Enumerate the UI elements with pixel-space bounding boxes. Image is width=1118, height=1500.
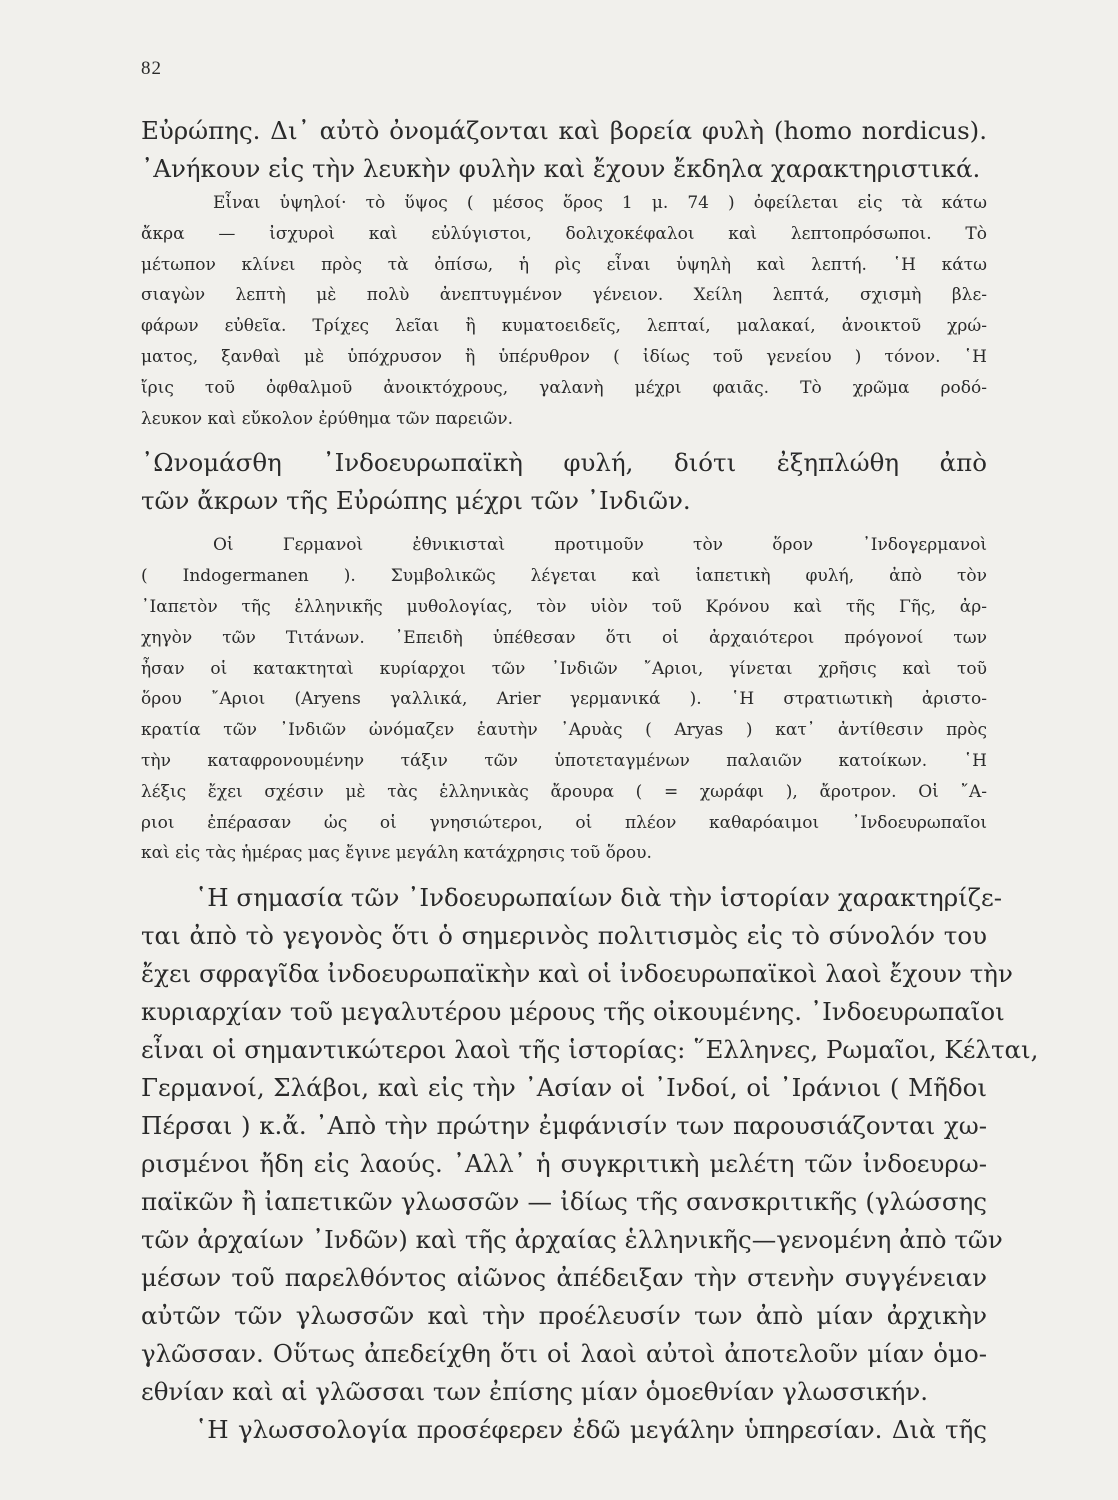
text-line: ματος, ξανθαὶ μὲ ὑπόχρυσον ἢ ὑπέρυθρον ( ἰδίως τοῦ γενείου ) τόνον. ῾Η: [141, 346, 987, 367]
text-line: ( Indogermanen ). Συμβολικῶς λέγεται καὶ ἰαπετικὴ φυλή, ἀπὸ τὸν: [141, 566, 987, 587]
text-line: κυριαρχίαν τοῦ μεγαλυτέρου μέρους τῆς οἰκουμένης. ᾽Ινδοευρωπαῖοι: [141, 997, 1005, 1027]
text-line: τῶν ἄκρων τῆς Εὐρώπης μέχρι τῶν ᾽Ινδιῶν.: [141, 486, 691, 516]
text-line: εθνίαν καὶ αἱ γλῶσσαι των ἐπίσης μίαν ὁμοεθνίαν γλωσσικήν.: [141, 1377, 929, 1407]
text-line: σιαγὼν λεπτὴ μὲ πολὺ ἀνεπτυγμένον γένειον. Χείλη λεπτά, σχισμὴ βλε-: [141, 285, 987, 306]
paragraph-nordic-intro: [141, 112, 987, 188]
text-line: Οἱ Γερμανοὶ ἐθνικισταὶ προτιμοῦν τὸν ὅρον ᾽Ινδογερμανοὶ: [213, 535, 987, 556]
text-line: ἄκρα — ἰσχυροὶ καὶ εὐλύγιστοι, δολιχοκέφαλοι καὶ λεπτοπρόσωποι. Τὸ: [141, 223, 987, 244]
page-body: [141, 112, 1039, 1449]
text-line: ἴρις τοῦ ὀφθαλμοῦ ἀνοικτόχρους, γαλανὴ μέχρι φαιᾶς. Τὸ χρῶμα ροδό-: [141, 377, 987, 398]
text-line: εἶναι οἱ σημαντικώτεροι λαοὶ τῆς ἱστορίας: ῞Ελληνες, Ρωμαῖοι, Κέλται,: [141, 1035, 1039, 1065]
text-line: λέξις ἔχει σχέσιν μὲ τὰς ἑλληνικὰς ἄρουρα ( = χωράφι ), ἄροτρον. Οἱ ῎Α-: [141, 781, 987, 802]
text-line: τῶν ἀρχαίων ᾽Ινδῶν) καὶ τῆς ἀρχαίας ἑλληνικῆς—γενομένη ἀπὸ τῶν: [141, 1225, 1003, 1255]
text-line: ὅρου ῎Αριοι (Aryens γαλλικά, Arier γερμανικά ). ῾Η στρατιωτικὴ ἀριστο-: [141, 689, 987, 710]
text-line: μέτωπον κλίνει πρὸς τὰ ὀπίσω, ἡ ρὶς εἶναι ὑψηλὴ καὶ λεπτή. ῾Η κάτω: [141, 254, 987, 275]
text-line: ᾽Ιαπετὸν τῆς ἑλληνικῆς μυθολογίας, τὸν υἱὸν τοῦ Κρόνου καὶ τῆς Γῆς, ἀρ-: [141, 596, 987, 617]
text-line: ῾Η γλωσσολογία προσέφερεν ἐδῶ μεγάλην ὑπηρεσίαν. Διὰ τῆς: [195, 1415, 987, 1445]
text-line: ῾Η σημασία τῶν ᾽Ινδοευρωπαίων διὰ τὴν ἱστορίαν χαρακτηρίζε-: [195, 883, 1002, 913]
text-line: καὶ εἰς τὰς ἡμέρας μας ἔγινε μεγάλη κατάχρησις τοῦ ὅρου.: [141, 843, 652, 864]
text-line: μέσων τοῦ παρελθόντος αἰῶνος ἀπέδειξαν τὴν στενὴν συγγένειαν: [141, 1263, 987, 1293]
text-line: φάρων εὐθεῖα. Τρίχες λεῖαι ἢ κυματοειδεῖς, λεπταί, μαλακαί, ἀνοικτοῦ χρώ-: [141, 316, 987, 337]
text-line: ρισμένοι ἤδη εἰς λαούς. ᾽Αλλ᾽ ἡ συγκριτικὴ μελέτη τῶν ἰνδοευρω-: [141, 1149, 987, 1179]
text-line: παϊκῶν ἢ ἰαπετικῶν γλωσσῶν — ἰδίως τῆς σανσκριτικῆς (γλώσσης: [141, 1187, 987, 1217]
text-line: ᾽Ωνομάσθη ᾽Ινδοευρωπαϊκὴ φυλή, διότι ἐξηπλώθη ἀπὸ: [141, 448, 987, 478]
text-line: ται ἀπὸ τὸ γεγονὸς ὅτι ὁ σημερινὸς πολιτισμὸς εἰς τὸ σύνολόν του: [141, 921, 987, 951]
text-line: λευκον καὶ εὔκολον ἐρύθημα τῶν παρειῶν.: [141, 408, 513, 429]
text-line: ᾽Ανήκουν εἰς τὴν λευκὴν φυλὴν καὶ ἔχουν ἔκδηλα χαρακτηριστικά.: [141, 154, 981, 183]
page-number: 82: [141, 58, 162, 79]
text-line: αὐτῶν τῶν γλωσσῶν καὶ τὴν προέλευσίν των ἀπὸ μίαν ἀρχικὴν: [141, 1301, 987, 1331]
text-line: Πέρσαι ) κ.ἄ. ᾽Απὸ τὴν πρώτην ἐμφάνισίν των παρουσιάζονται χω-: [141, 1111, 987, 1141]
text-line: κρατία τῶν ᾽Ινδιῶν ὠνόμαζεν ἑαυτὴν ᾽Αρυὰς ( Aryas ) κατ᾽ ἀντίθεσιν πρὸς: [141, 720, 987, 741]
text-line: Γερμανοί, Σλάβοι, καὶ εἰς τὴν ᾽Ασίαν οἱ ᾽Ινδοί, οἱ ᾽Ιράνιοι ( Μῆδοι: [141, 1073, 987, 1103]
text-line: ἔχει σφραγῖδα ἰνδοευρωπαϊκὴν καὶ οἱ ἰνδοευρωπαϊκοὶ λαοὶ ἔχουν τὴν: [141, 959, 1013, 989]
text-line: ἦσαν οἱ κατακτηταὶ κυρίαρχοι τῶν ᾽Ινδιῶν ῎Αριοι, γίνεται χρῆσις καὶ τοῦ: [141, 658, 987, 679]
text-line: Εὐρώπης. Δι᾽ αὐτὸ ὀνομάζονται καὶ βορεία φυλὴ (homo nordicus).: [141, 116, 987, 145]
paragraph-historical-significance: [141, 879, 1039, 1449]
paragraph-indoeuropean-name: [141, 444, 987, 520]
text-line: Εἶναι ὑψηλοί· τὸ ὕψος ( μέσος ὅρος 1 μ. 74 ) ὀφείλεται εἰς τὰ κάτω: [213, 193, 987, 213]
text-line: χηγὸν τῶν Τιτάνων. ᾽Επειδὴ ὑπέθεσαν ὅτι οἱ ἀρχαιότεροι πρόγονοί των: [141, 627, 987, 648]
paragraph-nordic-traits: [141, 188, 987, 434]
paragraph-terminology-note: [141, 530, 987, 869]
text-line: γλῶσσαν. Οὕτως ἀπεδείχθη ὅτι οἱ λαοὶ αὐτοὶ ἀποτελοῦν μίαν ὁμο-: [141, 1339, 987, 1369]
text-line: τὴν καταφρονουμένην τάξιν τῶν ὑποτεταγμένων παλαιῶν κατοίκων. ῾Η: [141, 750, 987, 771]
text-line: ριοι ἐπέρασαν ὡς οἱ γνησιώτεροι, οἱ πλέον καθαρόαιμοι ᾽Ινδοευρωπαῖοι: [141, 812, 987, 833]
